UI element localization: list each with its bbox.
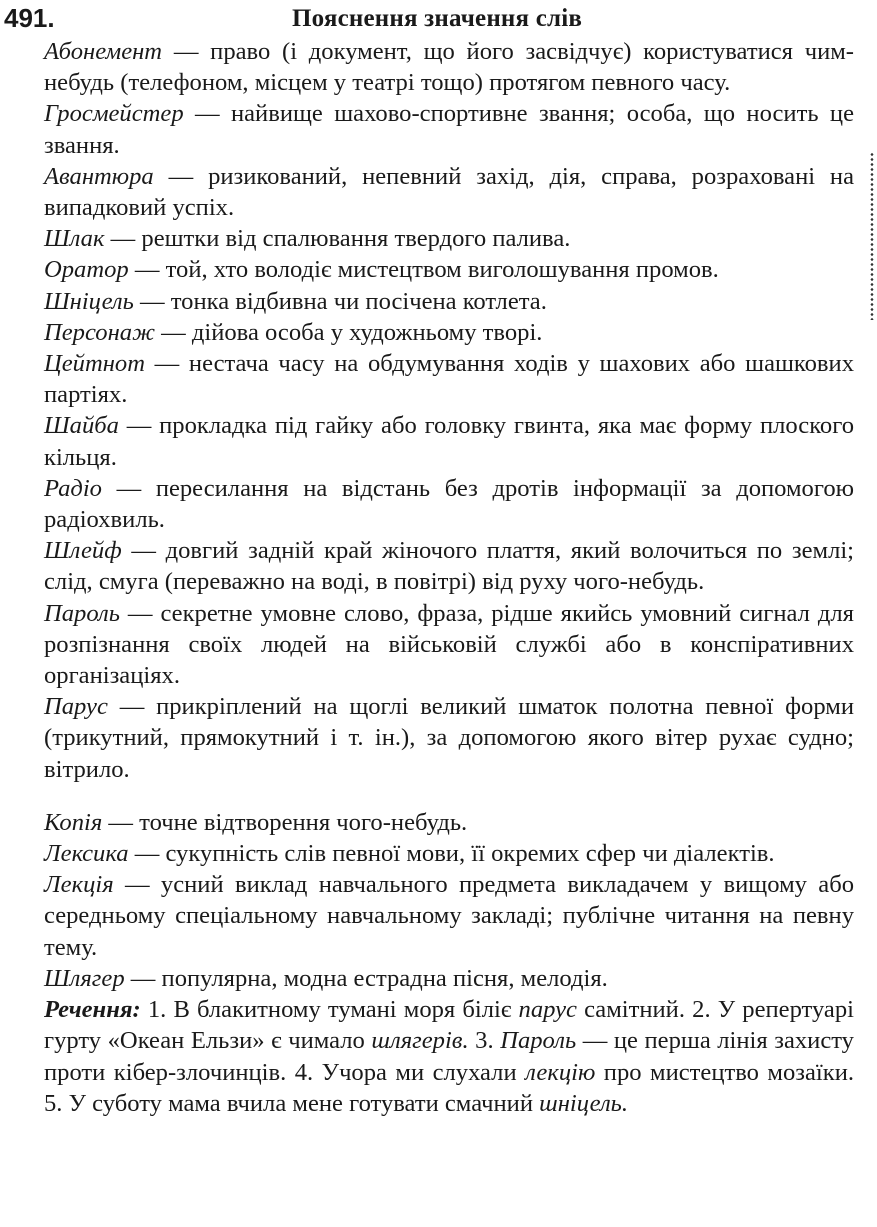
- sentence-2-word: шлягерів.: [371, 1027, 469, 1055]
- glossary-entry: [44, 691, 854, 785]
- sentences-label: Речення:: [44, 996, 141, 1024]
- entry-term: Радіо: [44, 474, 102, 502]
- glossary-entry: [44, 410, 854, 472]
- entry-term: Шлейф: [44, 537, 122, 565]
- entry-dash: —: [154, 350, 180, 378]
- entry-definition: тонка відбивна чи посічена котлета.: [170, 287, 547, 315]
- entry-dash: —: [168, 162, 194, 190]
- entry-term: Лекція: [44, 871, 114, 899]
- exercise-header: [0, 2, 877, 36]
- entry-dash: —: [134, 256, 160, 284]
- glossary-entry: [44, 598, 854, 692]
- sentence-2-start: 2. У репертуарі гурту «Океан Ельзи» є чимало: [44, 996, 854, 1055]
- entry-definition: ризикований, непевний захід, дія, справа, розраховані на випадковий успіх.: [44, 162, 855, 222]
- sentence-1-end: самітний.: [584, 996, 685, 1024]
- entry-term: Шлягер: [44, 964, 125, 992]
- glossary-entry: [44, 963, 854, 994]
- entry-term: Шніцель: [44, 287, 134, 315]
- glossary-entry: [44, 36, 854, 98]
- entry-dash: —: [126, 412, 152, 440]
- entry-dash: —: [134, 840, 160, 868]
- sentence-1-word: парус: [518, 996, 577, 1024]
- entry-definition: дійова особа у художньому творі.: [191, 318, 543, 346]
- entry-term: Шлак: [44, 225, 105, 253]
- glossary-entry: [44, 869, 854, 963]
- entry-definition: точне відтворення чого-небудь.: [139, 808, 468, 836]
- entry-term: Пароль: [44, 599, 120, 627]
- glossary-entry: [44, 161, 854, 223]
- entry-definition: нестача часу на обдумування ходів у шахових або шашкових партіях.: [44, 350, 854, 409]
- entry-dash: —: [161, 318, 186, 346]
- entry-dash: —: [130, 964, 156, 992]
- entry-term: Оратор: [44, 256, 129, 284]
- entry-term: Копія: [44, 808, 103, 836]
- glossary-entry: [44, 838, 854, 869]
- entry-definition: усний виклад навчального предмета викладачем у вищому або середньому спеціальному навчальному закладі; публічне читання на певну тему.: [44, 871, 854, 961]
- entry-term: Цейтнот: [44, 350, 145, 378]
- glossary-entries-second: [44, 807, 854, 994]
- sentence-3-word: Пароль: [500, 1027, 577, 1055]
- entry-term: Лексика: [44, 840, 129, 868]
- entry-dash: —: [195, 100, 220, 128]
- sentence-4-start: 4. Учора ми слухали: [294, 1058, 517, 1086]
- sentence-4-word: лекцію: [525, 1058, 596, 1086]
- glossary-entry: [44, 317, 854, 348]
- glossary-entry: [44, 98, 854, 160]
- entry-dash: —: [108, 808, 134, 836]
- glossary-entry: [44, 473, 854, 535]
- entry-definition: популярна, модна естрадна пісня, мелодія.: [161, 964, 608, 992]
- entry-definition: той, хто володіє мистецтвом виголошування промов.: [165, 256, 719, 284]
- glossary-entry: [44, 348, 854, 410]
- entry-term: Авантюра: [44, 162, 154, 190]
- glossary-entries: [44, 36, 854, 785]
- glossary-entry: [44, 223, 854, 254]
- entry-term: Шайба: [44, 412, 119, 440]
- sentence-4-end: про мистецтво мозаїки.: [603, 1058, 855, 1086]
- entry-dash: —: [139, 287, 165, 315]
- entry-term: Парус: [44, 693, 108, 721]
- entry-definition: пересилання на відстань без дротів інформації за допомогою радіохвиль.: [44, 474, 855, 534]
- entry-dash: —: [124, 871, 150, 899]
- exercise-title: Пояснення значення слів: [292, 5, 583, 32]
- sentence-5-word: шніцель.: [539, 1089, 629, 1117]
- glossary-entry: [44, 286, 854, 317]
- entry-term: Персонаж: [44, 318, 155, 346]
- glossary-entry: [44, 807, 854, 838]
- sentence-3-number: 3.: [475, 1027, 494, 1055]
- sentence-1-start: 1. В блакитному тумані моря біліє: [147, 996, 512, 1024]
- entry-term: Гросмейстер: [44, 100, 184, 128]
- entry-dash: —: [173, 38, 199, 65]
- example-sentences: [44, 994, 854, 1119]
- section-gap: [44, 785, 854, 807]
- sentence-3-end: — це перша лінія захисту проти кібер-злочинців.: [44, 1027, 854, 1086]
- sentence-5-start: 5. У суботу мама вчила мене готувати смачний: [44, 1089, 533, 1117]
- entry-dash: —: [131, 537, 156, 565]
- entry-term: Абонемент: [44, 38, 163, 65]
- exercise-number: 491.: [4, 3, 55, 33]
- entry-definition: довгий задній край жіночого плаття, який волочиться по землі; слід, смуга (переважно на воді, в повітрі) від руху чого-небудь.: [44, 537, 855, 596]
- entry-definition: прокладка під гайку або головку гвинта, яка має форму плоского кільця.: [44, 412, 854, 471]
- entry-definition: найвище шахово-спортивне звання; особа, що носить це звання.: [44, 100, 854, 159]
- glossary-text: [44, 36, 854, 1119]
- page-edge-perforation: [869, 152, 875, 320]
- entry-dash: —: [119, 693, 145, 721]
- entry-definition: право (і документ, що його засвідчує) користуватися чим-небудь (телефоном, місцем у театрі тощо) протягом певного часу.: [44, 38, 854, 97]
- glossary-entry: [44, 535, 854, 597]
- entry-dash: —: [110, 225, 136, 253]
- entry-definition: сукупність слів певної мови, її окремих сфер чи діалектів.: [165, 840, 775, 868]
- glossary-entry: [44, 254, 854, 285]
- entry-definition: секретне умовне слово, фраза, рідше якийсь умовний сигнал для розпізнання своїх людей на військовій службі або в конспіративних організаціях.: [44, 599, 854, 690]
- entry-dash: —: [116, 474, 142, 502]
- entry-definition: рештки від спалювання твердого палива.: [141, 225, 571, 253]
- entry-dash: —: [127, 599, 153, 627]
- entry-definition: прикріплений на щоглі великий шматок полотна певної форми (трикутний, прямокутний і т. ін.), за допомогою якого вітер рухає судно; вітрило.: [44, 693, 854, 783]
